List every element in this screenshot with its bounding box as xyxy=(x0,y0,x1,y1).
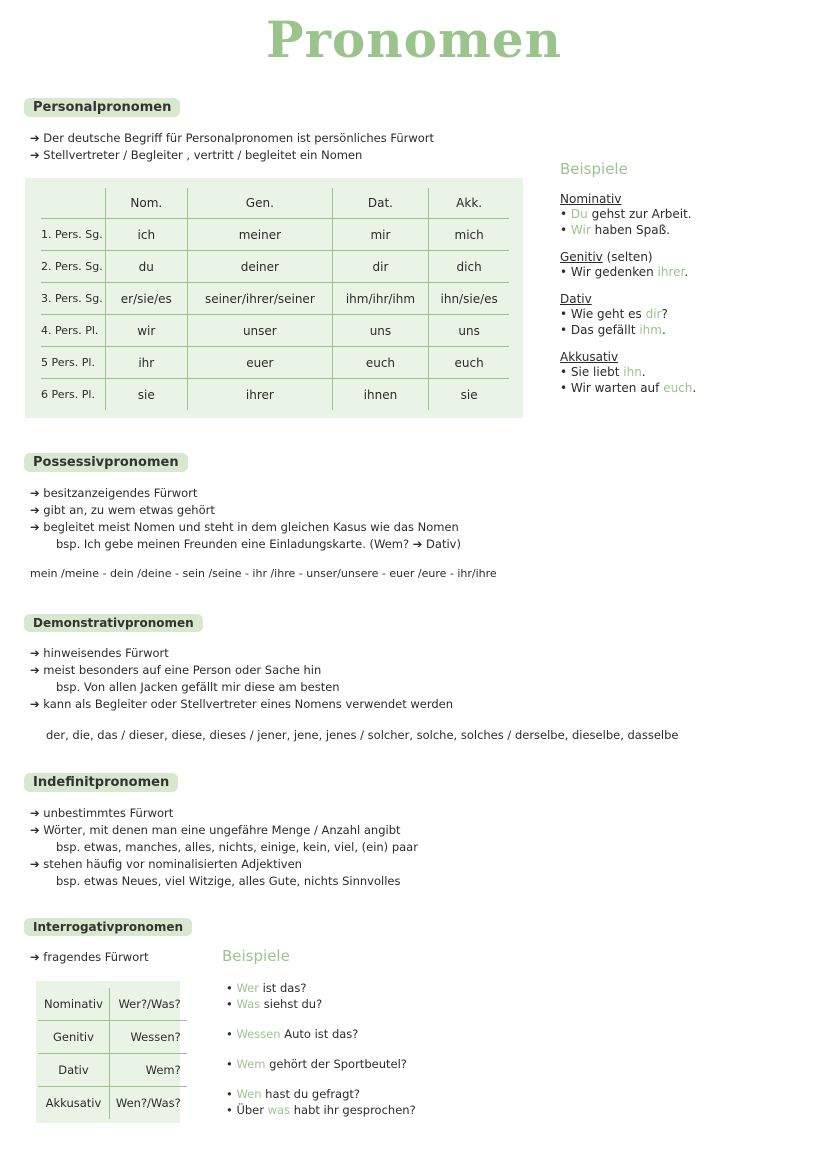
example-sentence: • Wen hast du gefragt? xyxy=(226,1086,526,1102)
example-sentence: • Wir warten auf euch. xyxy=(560,380,810,396)
table-cell: euch xyxy=(332,347,429,379)
table-cell: sie xyxy=(105,379,188,411)
bullet: ➔ Der deutsche Begriff für Personalpronomen ist persönliches Fürwort xyxy=(30,131,435,145)
bullet: ➔ stehen häufig vor nominalisierten Adjektiven xyxy=(30,857,302,871)
highlighted-pronoun: ihrer xyxy=(657,265,685,279)
case-label: Dativ xyxy=(560,292,592,306)
table-cell: mich xyxy=(429,219,509,251)
highlighted-pronoun: Du xyxy=(570,207,588,221)
example-group xyxy=(560,250,810,280)
interrogative-examples-heading: Beispiele xyxy=(222,947,290,965)
table-cell: ihr xyxy=(105,347,188,379)
bullet: ➔ begleitet meist Nomen und steht in dem gleichen Kasus wie das Nomen xyxy=(30,520,459,534)
highlighted-pronoun: Wir xyxy=(570,223,591,237)
highlighted-pronoun: Wessen xyxy=(236,1027,281,1041)
bullet: ➔ gibt an, zu wem etwas gehört xyxy=(30,503,215,517)
page-title: Pronomen xyxy=(265,10,563,69)
pronoun-cell: Wessen? xyxy=(109,1021,186,1054)
table-cell: sie xyxy=(429,379,509,411)
case-label: Nominativ xyxy=(38,988,109,1021)
bullet: ➔ Wörter, mit denen man eine ungefähre Menge / Anzahl angibt xyxy=(30,823,401,837)
highlighted-pronoun: dir xyxy=(645,307,662,321)
example-sentence: • Wer ist das? xyxy=(226,980,526,996)
table-cell: uns xyxy=(429,315,509,347)
highlighted-pronoun: ihm xyxy=(639,323,662,337)
example-line: bsp. etwas, manches, alles, nichts, einige, kein, viel, (ein) paar xyxy=(56,840,418,854)
table-row xyxy=(38,988,187,1021)
table-cell: seiner/ihrer/seiner xyxy=(188,283,333,315)
highlighted-pronoun: Wen xyxy=(236,1087,262,1101)
example-sentence: • Über was habt ihr gesprochen? xyxy=(226,1102,526,1118)
table-cell: ihnen xyxy=(332,379,429,411)
table-header-cell: Nom. xyxy=(105,188,188,219)
case-label: Nominativ xyxy=(560,192,622,206)
example-group xyxy=(226,980,526,1012)
example-sentence: • Sie liebt ihn. xyxy=(560,364,810,380)
table-row xyxy=(41,219,509,251)
example-line: bsp. Ich gebe meinen Freunden eine Einladungskarte. (Wem? ➔ Dativ) xyxy=(56,537,461,551)
row-label: 5 Pers. Pl. xyxy=(41,347,105,379)
bullet: ➔ unbestimmtes Fürwort xyxy=(30,806,174,820)
examples-heading: Beispiele xyxy=(560,160,628,178)
table-header-row xyxy=(41,188,509,219)
example-group xyxy=(560,350,810,396)
case-label: Akkusativ xyxy=(38,1087,109,1120)
case-label: Genitiv (selten) xyxy=(560,250,653,264)
interrogative-bullet: ➔ fragendes Fürwort xyxy=(30,950,149,964)
example-sentence: • Du gehst zur Arbeit. xyxy=(560,206,810,222)
table-row xyxy=(41,315,509,347)
bullet: ➔ Stellvertreter / Begleiter , vertritt / begleitet ein Nomen xyxy=(30,148,363,162)
example-sentence: • Wir gedenken ihrer. xyxy=(560,264,810,280)
possessive-bullets xyxy=(30,485,461,553)
bullet: ➔ kann als Begleiter oder Stellvertreter eines Nomens verwendet werden xyxy=(30,697,454,711)
row-label: 1. Pers. Sg. xyxy=(41,219,105,251)
personal-pronoun-table xyxy=(41,188,509,410)
example-sentence: • Wessen Auto ist das? xyxy=(226,1026,526,1042)
row-label: 2. Pers. Sg. xyxy=(41,251,105,283)
table-row xyxy=(41,283,509,315)
table-cell: ihn/sie/es xyxy=(429,283,509,315)
interrogative-table xyxy=(38,988,187,1119)
table-header-cell xyxy=(41,188,105,219)
table-cell: euch xyxy=(429,347,509,379)
table-cell: dich xyxy=(429,251,509,283)
table-cell: dir xyxy=(332,251,429,283)
demonstrative-list: der, die, das / dieser, diese, dieses / jener, jene, jenes / solcher, solche, solches / derselbe, dieselbe, dasselbe xyxy=(46,728,679,742)
example-sentence: • Wem gehört der Sportbeutel? xyxy=(226,1056,526,1072)
table-cell: meiner xyxy=(188,219,333,251)
indefinite-heading: Indefinitpronomen xyxy=(24,771,178,792)
bullet: ➔ hinweisendes Fürwort xyxy=(30,646,169,660)
table-row xyxy=(38,1054,187,1087)
example-group xyxy=(226,1086,526,1118)
table-row xyxy=(38,1021,187,1054)
interrogative-examples xyxy=(226,980,526,1132)
possessive-heading: Possessivpronomen xyxy=(24,451,188,472)
pronoun-cell: Wen?/Was? xyxy=(115,1096,181,1110)
table-cell: uns xyxy=(332,315,429,347)
personal-examples xyxy=(560,160,810,408)
example-line: bsp. etwas Neues, viel Witzige, alles Gute, nichts Sinnvolles xyxy=(56,874,401,888)
table-cell: unser xyxy=(188,315,333,347)
interrogative-table-bg xyxy=(36,981,180,1123)
highlighted-pronoun: ihn xyxy=(623,365,642,379)
example-sentence: • Wir haben Spaß. xyxy=(560,222,810,238)
indefinite-bullets xyxy=(30,805,418,890)
pronoun-cell: Wer?/Was? xyxy=(109,988,186,1021)
table-row xyxy=(41,251,509,283)
personal-bullets xyxy=(30,130,434,164)
example-sentence: • Wie geht es dir? xyxy=(560,306,810,322)
interrogative-heading: Interrogativpronomen xyxy=(24,916,192,936)
example-group xyxy=(560,192,810,238)
table-cell: ihrer xyxy=(188,379,333,411)
table-row xyxy=(38,1087,187,1120)
row-label: 4. Pers. Pl. xyxy=(41,315,105,347)
case-label: Akkusativ xyxy=(560,350,619,364)
case-label: Genitiv xyxy=(38,1021,109,1054)
row-label: 6 Pers. Pl. xyxy=(41,388,95,401)
table-row xyxy=(41,379,509,411)
possessive-list: mein /meine - dein /deine - sein /seine - ihr /ihre - unser/unsere - euer /eure - ihr/ihre xyxy=(30,567,497,580)
example-sentence: • Das gefällt ihm. xyxy=(560,322,810,338)
table-cell: er/sie/es xyxy=(105,283,188,315)
highlighted-pronoun: euch xyxy=(663,381,693,395)
example-sentence: • Was siehst du? xyxy=(226,996,526,1012)
highlighted-pronoun: Wem xyxy=(236,1057,266,1071)
demonstrative-heading: Demonstrativpronomen xyxy=(24,612,203,632)
table-header-cell: Dat. xyxy=(332,188,429,219)
table-cell: ihm/ihr/ihm xyxy=(332,283,429,315)
example-line: bsp. Von allen Jacken gefällt mir diese am besten xyxy=(56,680,340,694)
case-label: Dativ xyxy=(38,1054,109,1087)
table-row xyxy=(41,347,509,379)
example-group xyxy=(226,1026,526,1042)
highlighted-pronoun: was xyxy=(267,1103,291,1117)
table-cell: ich xyxy=(105,219,188,251)
example-group xyxy=(226,1056,526,1072)
table-header-cell: Akk. xyxy=(429,188,509,219)
table-cell: euer xyxy=(188,347,333,379)
demonstrative-bullets xyxy=(30,645,453,713)
table-cell: du xyxy=(105,251,188,283)
bullet: ➔ meist besonders auf eine Person oder Sache hin xyxy=(30,663,322,677)
personal-heading: Personalpronomen xyxy=(24,96,180,117)
table-cell: wir xyxy=(105,315,188,347)
table-cell: mir xyxy=(332,219,429,251)
row-label: 3. Pers. Sg. xyxy=(41,283,105,315)
bullet: ➔ besitzanzeigendes Fürwort xyxy=(30,486,198,500)
highlighted-pronoun: Wer xyxy=(236,981,259,995)
personal-table-bg xyxy=(25,178,523,418)
example-group xyxy=(560,292,810,338)
highlighted-pronoun: Was xyxy=(236,997,261,1011)
pronoun-cell: Wem? xyxy=(109,1054,186,1087)
table-cell: deiner xyxy=(188,251,333,283)
table-header-cell: Gen. xyxy=(188,188,333,219)
